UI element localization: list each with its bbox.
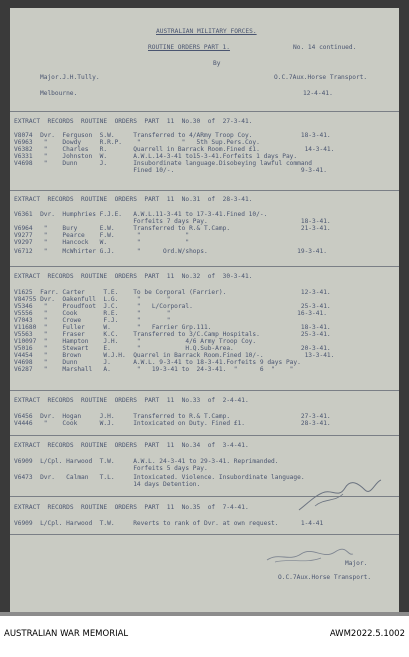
order-line: V1625 Farr. Carter T.E. To be Corporal (Farrier). 12-3-41.	[14, 289, 331, 296]
order-line: V6331 " Johnston W. A.W.L.14-3-41 to15-3-41.Forfeits 1 days Pay.	[14, 153, 298, 160]
divider	[10, 266, 399, 267]
section-title: EXTRACT RECORDS ROUTINE ORDERS PART 11 No.31 of 28-3-41.	[14, 196, 253, 203]
order-line: V6963 " Dowdy R.R.P. " " 5th Sup.Pers.Coy.	[14, 139, 260, 146]
by-label: By	[213, 60, 221, 67]
order-line: V4454 " Brown W.J.H. Quarrel in Barrack Room.Fined 10/-. 13-3-41.	[14, 352, 335, 359]
section-title: EXTRACT RECORDS ROUTINE ORDERS PART 11 No.33 of 2-4-41.	[14, 397, 249, 404]
order-date: 12-4-41.	[303, 90, 333, 97]
routine-orders-heading: ROUTINE ORDERS PART 1.	[148, 44, 230, 51]
section-title: EXTRACT RECORDS ROUTINE ORDERS PART 11 No.34 of 3-4-41.	[14, 442, 249, 449]
order-line: V5556 " Cook R.E. " " 16-3-41.	[14, 310, 327, 317]
divider	[10, 435, 399, 436]
place: Melbourne.	[40, 90, 78, 97]
footer-accession-number: AWM2022.5.1002	[329, 629, 405, 639]
signature-rank: Major.	[345, 560, 368, 567]
order-line: V6473 Dvr. Calman T.L. Intoxicated. Violence. Insubordinate language.	[14, 474, 305, 481]
order-line: V9297 " Hancock W. " "	[14, 239, 190, 246]
handwritten-signature-bottom	[265, 546, 355, 566]
divider	[10, 534, 399, 535]
order-line: V6361 Dvr. Humphries F.J.E. A.W.L.11-3-41 to 17-3-41.Fined 10/-.	[14, 211, 268, 218]
section-title: EXTRACT RECORDS ROUTINE ORDERS PART 11 No.32 of 30-3-41.	[14, 273, 253, 280]
order-line: V6964 " Bury E.W. Transferred to R.& T.Camp. 21-3-41.	[14, 225, 331, 232]
order-line: Forfeits 5 days Pay.	[14, 465, 208, 472]
unit-name: O.C.7Aux.Horse Transport.	[274, 74, 368, 81]
order-line: V9277 " Pearce F.W. " "	[14, 232, 190, 239]
order-line: V6456 Dvr. Hogan J.H. Transferred to R.& T.Camp. 27-3-41.	[14, 413, 331, 420]
order-line: V10097 " Hampton J.H. " 4/6 Army Troop Coy.	[14, 338, 257, 345]
order-line: V84755 Dvr. Oakenfull L.G. " "	[14, 296, 171, 303]
order-line: V4698 " Dunn J. A.W.L. 9-3-41 to 18-3-41.Forfeits 9 days Pay.	[14, 359, 301, 366]
divider	[10, 390, 399, 391]
order-line: V5563 " Fraser K.C. Transferred to 3/C.Camp Hospitals. 25-3-41.	[14, 331, 331, 338]
order-line: V8074 Dvr. Ferguson S.W. Transferred to 4/ARmy Troop Coy. 18-3-41.	[14, 132, 331, 139]
archive-footer	[0, 612, 409, 657]
order-line: V6382 " Charles R. Quarrell in Barrack Room.Fined £1. 14-3-41.	[14, 146, 335, 153]
org-heading: AUSTRALIAN MILITARY FORCES.	[156, 28, 257, 35]
order-line: V11680 " Fuller W. " Farrier Grp.111. 18-3-41.	[14, 324, 331, 331]
order-line: Fined 10/-. 9-3-41.	[14, 167, 327, 174]
handwritten-signature-top	[295, 476, 385, 516]
document-page	[10, 8, 399, 612]
order-number: No. 14 continued.	[293, 44, 357, 51]
order-line: V5346 " Proudfoot J.C. " L/Corporal. 25-3-41.	[14, 303, 331, 310]
order-line: V7043 " Crowe F.J. " "	[14, 317, 171, 324]
divider	[10, 190, 399, 191]
officer-name: Major.J.H.Tully.	[40, 74, 100, 81]
order-line: V4446 " Cook W.J. Intoxicated on Duty. Fined £1. 28-3-41.	[14, 420, 331, 427]
order-line: V5016 " Stewart E. " H.Q.Sub-Area. 20-3-41.	[14, 345, 331, 352]
order-line: Forfeits 7 days Pay. 18-3-41.	[14, 218, 331, 225]
order-line: V6712 " McWhirter G.J. " Ord.W/shops. 19-3-41.	[14, 248, 327, 255]
order-line: 14 days Detention.	[14, 481, 201, 488]
footer-institution: AUSTRALIAN WAR MEMORIAL	[4, 629, 129, 639]
signature-unit: O.C.7Aux.Horse Transport.	[278, 574, 372, 581]
order-line: V6909 L/Cpl. Harwood T.W. Reverts to rank of Dvr. at own request. 1-4-41	[14, 520, 324, 527]
order-line: V6909 L/Cpl. Harwood T.W. A.W.L. 24-3-41 to 29-3-41. Reprimanded.	[14, 458, 279, 465]
section-title: EXTRACT RECORDS ROUTINE ORDERS PART 11 No.30 of 27-3-41.	[14, 118, 253, 125]
section-title: EXTRACT RECORDS ROUTINE ORDERS PART 11 No.35 of 7-4-41.	[14, 504, 249, 511]
order-line: V4698 " Dunn J. Insubordinate language.Disobeying lawful command	[14, 160, 313, 167]
order-line: V6287 " Marshall A. " 19-3-41 to 24-3-41. " 6 " "	[14, 366, 294, 373]
divider	[10, 111, 399, 112]
